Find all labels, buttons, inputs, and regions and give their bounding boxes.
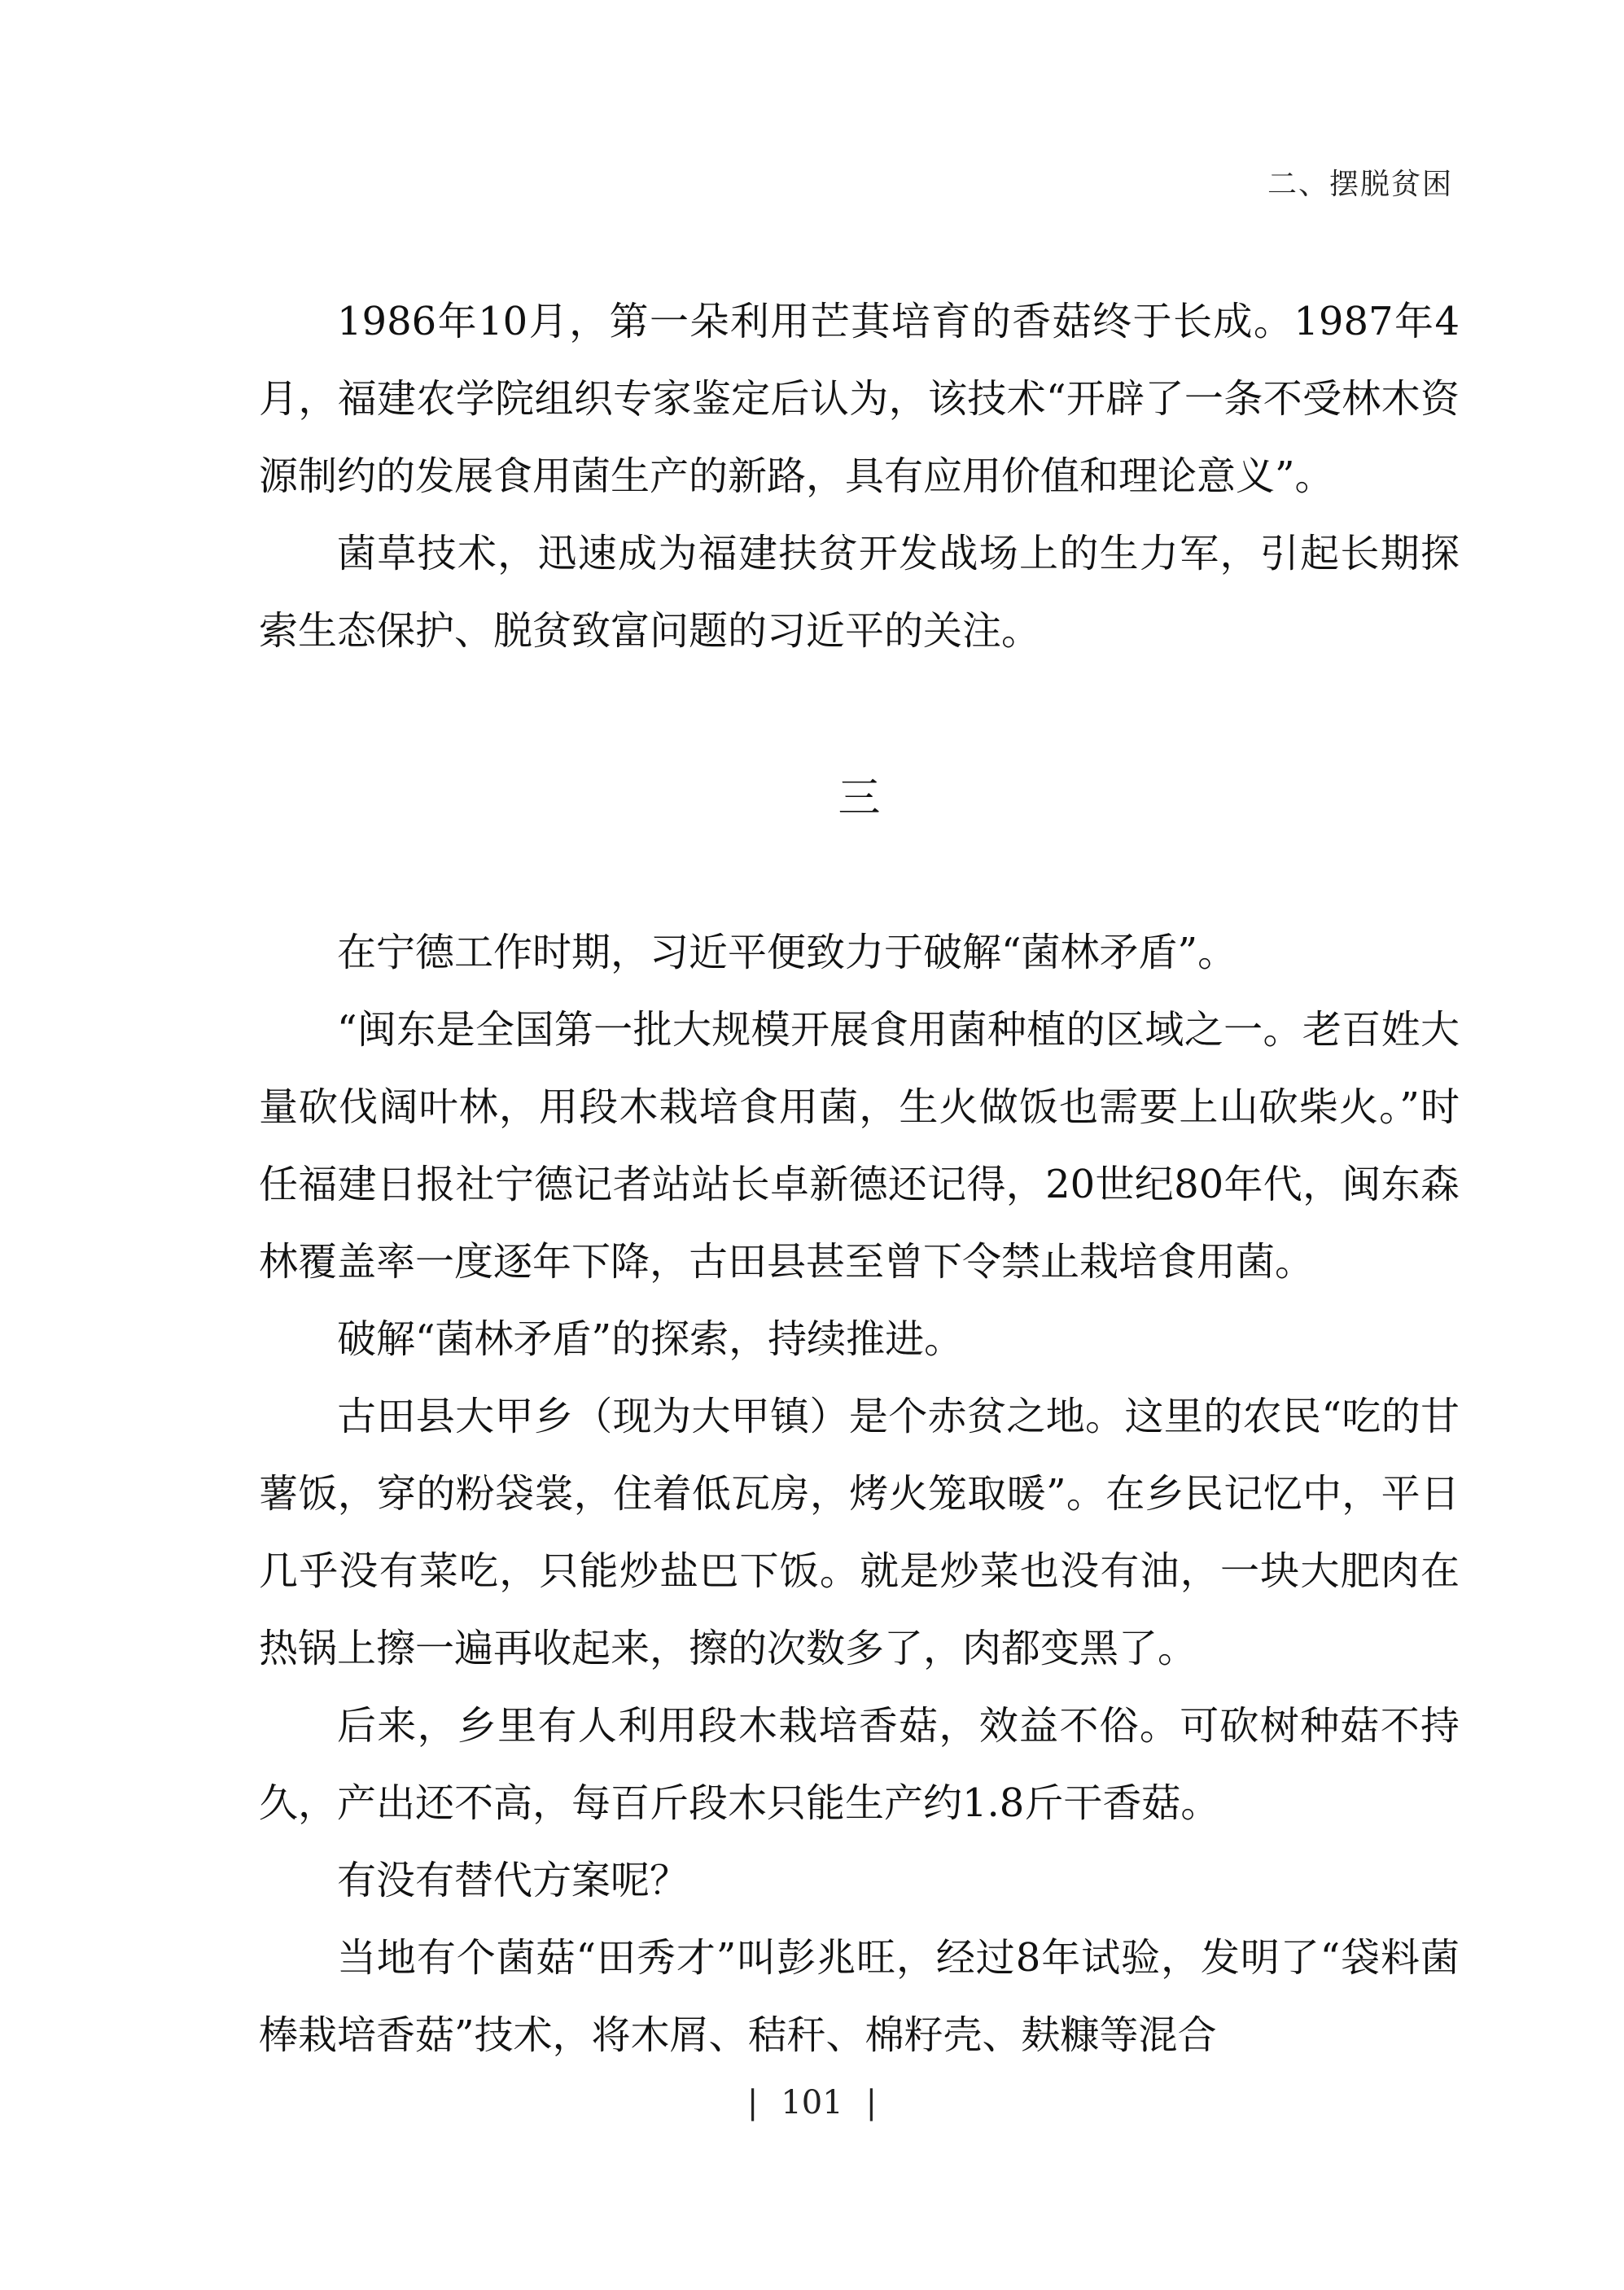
paragraph: 后来，乡里有人利用段木栽培香菇，效益不俗。可砍树种菇不持久，产出还不高，每百斤段木只能生产约1.8斤干香菇。 [259, 1703, 1460, 1826]
paragraph: 1986年10月，第一朵利用芒萁培育的香菇终于长成。1987年4月，福建农学院组织专家鉴定后认为，该技术“开辟了一条不受林木资源制约的发展食用菌生产的新路，具有应用价值和理论意义”。 [259, 299, 1460, 499]
paragraph: 当地有个菌菇“田秀才”叫彭兆旺，经过8年试验，发明了“袋料菌棒栽培香菇”技术，将木屑、秸秆、棉籽壳、麸糠等混合 [259, 1935, 1460, 2058]
page-footer [0, 2084, 1624, 2121]
paragraph: 破解“菌林矛盾”的探索，持续推进。 [337, 1316, 964, 1362]
folio-left-bar: | [746, 2084, 759, 2121]
folio-right-bar: | [865, 2084, 878, 2121]
paragraph: 有没有替代方案呢？ [337, 1858, 689, 1903]
section-number: 三 [838, 774, 881, 823]
running-header: 二、摆脱贫困 [1267, 168, 1453, 201]
body-text [259, 283, 1460, 2074]
paragraph: 古田县大甲乡（现为大甲镇）是个赤贫之地。这里的农民“吃的甘薯饭，穿的粉袋裳，住着低瓦房，烤火笼取暖”。在乡民记忆中，平日几乎没有菜吃，只能炒盐巴下饭。就是炒菜也没有油，一块大肥肉在热锅上擦一遍再收起来，擦的次数多了，肉都变黑了。 [259, 1394, 1460, 1671]
page-number: 101 [781, 2084, 843, 2121]
paragraph: “闽东是全国第一批大规模开展食用菌种植的区域之一。老百姓大量砍伐阔叶林，用段木栽培食用菌，生火做饭也需要上山砍柴火。”时任福建日报社宁德记者站站长卓新德还记得，20世纪80年代，闽东森林覆盖率一度逐年下降，古田县甚至曾下令禁止栽培食用菌。 [259, 1007, 1460, 1285]
paragraph: 菌草技术，迅速成为福建扶贫开发战场上的生力军，引起长期探索生态保护、脱贫致富问题的习近平的关注。 [259, 531, 1460, 654]
paragraph: 在宁德工作时期，习近平便致力于破解“菌林矛盾”。 [337, 930, 1237, 975]
